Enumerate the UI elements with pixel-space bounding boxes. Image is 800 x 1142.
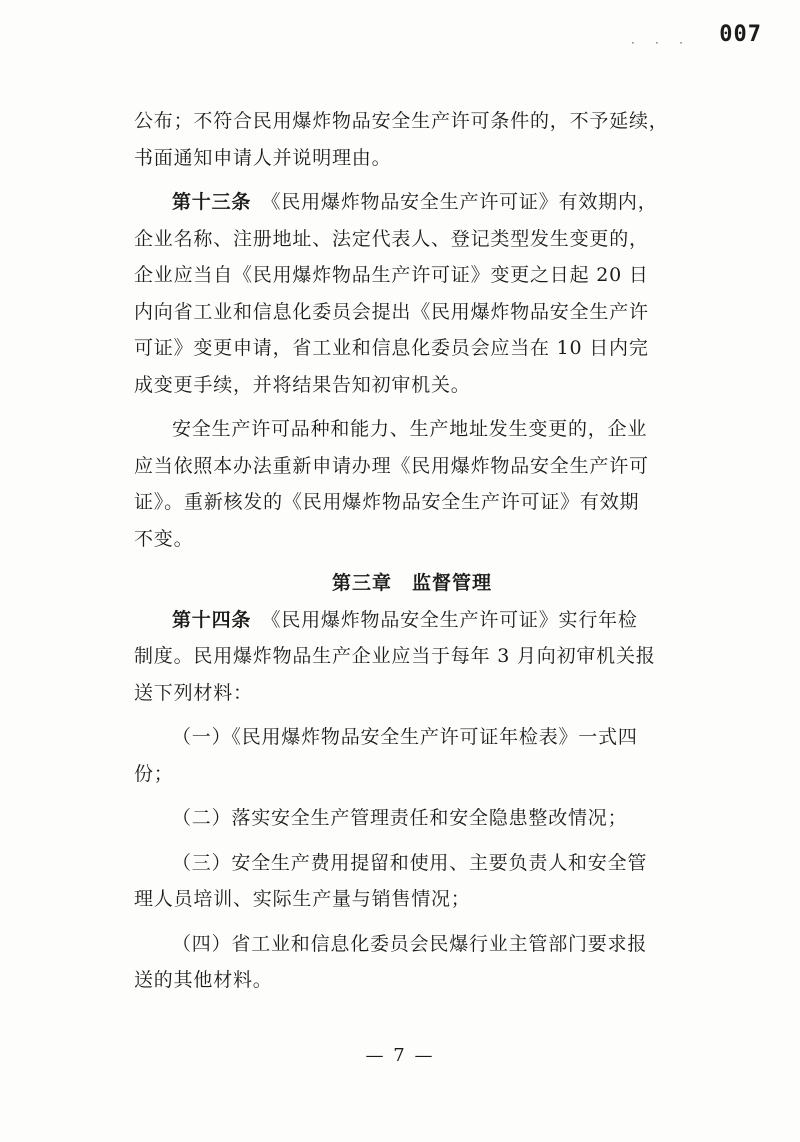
- list-item: （二）落实安全生产管理责任和安全隐患整改情况；: [172, 807, 628, 829]
- article-13-heading: 第十三条: [172, 191, 252, 213]
- list-item-continuation: 份；: [134, 762, 174, 785]
- paragraph-line: 应当依照本办法重新申请办理《民用爆炸物品安全生产许可: [134, 454, 649, 477]
- paragraph-line: 送下列材料：: [134, 681, 253, 704]
- article-13-text: 《民用爆炸物品安全生产许可证》有效期内，: [271, 191, 658, 213]
- chapter-heading: 第三章 监督管理: [331, 572, 492, 594]
- paragraph-line: 证》。重新核发的《民用爆炸物品安全生产许可证》有效期: [134, 491, 640, 513]
- scan-artifact-dots: · · ·: [629, 38, 690, 49]
- article-14-heading: 第十四条: [172, 608, 252, 631]
- paragraph-line: 不变。: [134, 527, 194, 550]
- list-item: （四）省工业和信息化委员会民爆行业主管部门要求报: [172, 932, 648, 955]
- paragraph-line: 成变更手续，并将结果告知初审机关。: [134, 373, 471, 396]
- article-13-line: [134, 184, 690, 221]
- paragraph-line: 安全生产许可品种和能力、生产地址发生变更的，企业: [172, 418, 648, 440]
- list-item-continuation: 送的其他材料。: [134, 969, 273, 991]
- paragraph-line: 企业应当自《民用爆炸物品生产许可证》变更之日起 20 日: [134, 264, 649, 286]
- page-stamp: 007: [719, 22, 762, 47]
- list-item: （三）安全生产费用提留和使用、主要负责人和安全管: [172, 851, 648, 874]
- paragraph-line: 内向省工业和信息化委员会提出《民用爆炸物品安全生产许: [134, 300, 649, 323]
- paragraph-line: 可证》变更申请，省工业和信息化委员会应当在 10 日内完: [134, 337, 649, 359]
- list-item: （一）《民用爆炸物品安全生产许可证年检表》一式四: [172, 726, 638, 748]
- paragraph-line: 书面通知申请人并说明理由。: [134, 146, 392, 169]
- article-14-line: [134, 602, 690, 639]
- document-body: [134, 103, 690, 999]
- list-item-continuation: 理人员培训、实际生产量与销售情况；: [134, 888, 471, 910]
- paragraph-line: 制度。民用爆炸物品生产企业应当于每年 3 月向初审机关报: [134, 645, 656, 667]
- article-14-text: 《民用爆炸物品安全生产许可证》实行年检: [271, 608, 638, 631]
- page-number: — 7 —: [365, 1045, 435, 1066]
- paragraph-line: 公布；不符合民用爆炸物品安全生产许可条件的，不予延续，: [134, 110, 669, 132]
- paragraph-line: 企业名称、注册地址、法定代表人、登记类型发生变更的，: [134, 227, 649, 250]
